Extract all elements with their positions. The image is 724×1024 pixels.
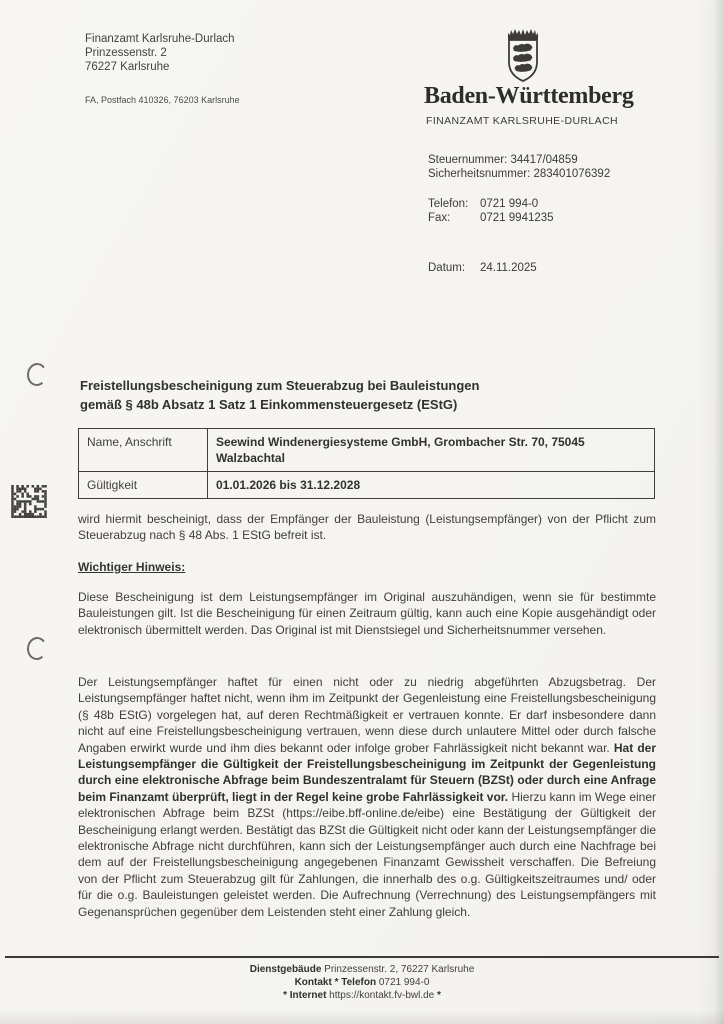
sender-line: 76227 Karlsruhe: [85, 61, 170, 73]
footer-divider: [5, 956, 719, 958]
footer-line-internet: * Internet https://kontakt.fv-bwl.de *: [283, 990, 441, 1001]
hole-punch-icon: [26, 636, 48, 661]
telefon-row: [428, 197, 610, 211]
table-cell-value: 01.01.2026 bis 31.12.2028: [208, 472, 655, 499]
return-address-line: FA, Postfach 410326, 76203 Karlsruhe: [85, 95, 240, 105]
document-meta-block: [428, 153, 610, 275]
fax-row: [428, 211, 610, 225]
notice-paragraph-2: Der Leistungsempfänger haftet für einen nicht oder zu niedrig abgeführten Abzugsbetrag. Der Leistungsempfänger haftet nicht, wenn ihm im Zeitpunkt der Gegenleistung eine Freistellungsbescheinigung (§ 48b EStG) vorgelegen hat, auf deren Rechtmäßigkeit er vertrauen konnte. Er darf insbesondere dann nicht auf eine Freistellungsbescheinigung vertrauen, wenn diese durch unlautere Mittel oder durch falsche Angaben erwirkt wurde und ihm dies bekannt oder infolge grober Fahrlässigkeit nicht bekannt war. Hat der Leistungsempfänger die Gültigkeit der Freistellungsbescheinigung im Zeitpunkt der Gegenleistung durch eine elektronische Abfrage beim Bundeszentralamt für Steuern (BZSt) oder durch eine Anfrage beim Finanzamt überprüft, liegt in der Regel keine grobe Fahrlässigkeit vor. Hierzu kann im Wege einer elektronischen Abfrage beim BZSt (https://eibe.bff-online.de/eibe) eine Bestätigung der Gültigkeit der Bescheinigung erlangt werden. Bestätigt das BZSt die Gültigkeit nicht oder kann der Leistungsempfänger die elektronische Abfrage nicht durchführen, kann sich der Leistungsempfänger auch durch eine Nachfrage bei dem auf der Freistellungsbescheinigung angegebenen Finanzamt Gewissheit verschaffen. Die Befreiung von der Pflicht zum Steuerabzug gilt für Zahlungen, die innerhalb des o.g. Gültigkeitszeitraumes und/ oder für die o.g. Bauleistungen geleistet werden. Die Aufrechnung (Verrechnung) des Leistungsempfängers mit Gegenansprüchen gegenüber dem Leistenden steht einer Zahlung gleich.: [78, 675, 657, 919]
sicherheitsnummer-label: Sicherheitsnummer:: [428, 168, 531, 180]
table-row: [79, 429, 655, 472]
footer-line-kontakt: Kontakt * Telefon 0721 994-0: [294, 977, 430, 988]
table-cell-label: Gültigkeit: [79, 472, 208, 499]
datamatrix-stamp-icon: [11, 485, 47, 518]
fax-value: 0721 9941235: [480, 212, 554, 224]
steuernummer-value: 34417/04859: [510, 154, 578, 166]
sender-line: Prinzessenstr. 2: [85, 47, 167, 59]
fax-label: Fax:: [428, 212, 451, 224]
table-row: [79, 472, 655, 499]
datum-row: [428, 261, 610, 275]
telefon-label: Telefon:: [428, 198, 469, 210]
sicherheitsnummer-row: [428, 167, 610, 181]
sender-address-block: [85, 32, 235, 74]
document-title-line2: gemäß § 48b Absatz 1 Satz 1 Einkommensteuergesetz (EStG): [80, 397, 458, 412]
document-title-line1: Freistellungsbescheinigung zum Steuerabzug bei Bauleistungen: [80, 378, 480, 393]
baden-wuerttemberg-coat-of-arms-icon: [496, 26, 550, 89]
document-title: [80, 376, 479, 414]
certify-paragraph: wird hiermit bescheinigt, dass der Empfänger der Bauleistung (Leistungsempfänger) von der Pflicht zum Steuerabzug nach § 48 Abs. 1 EStG befreit ist.: [78, 512, 656, 543]
datum-label: Datum:: [428, 262, 466, 274]
sender-line: Finanzamt Karlsruhe-Durlach: [85, 33, 235, 45]
certificate-table: [78, 428, 655, 499]
table-cell-label: Name, Anschrift: [79, 429, 208, 472]
footer-line-dienstgebaeude: Dienstgebäude Prinzessenstr. 2, 76227 Karlsruhe: [249, 964, 475, 975]
table-cell-value: Seewind Windenergiesysteme GmbH, Grombacher Str. 70, 75045 Walzbachtal: [208, 429, 655, 472]
sicherheitsnummer-value: 283401076392: [533, 168, 611, 180]
office-name: FINANZAMT KARLSRUHE-DURLACH: [426, 115, 619, 127]
steuernummer-label: Steuernummer:: [428, 154, 508, 166]
state-name: Baden-Württemberg: [424, 83, 634, 109]
datum-value: 24.11.2025: [480, 262, 537, 274]
footer-block: [0, 963, 724, 1002]
hole-punch-icon: [26, 362, 48, 387]
notice-paragraph-1: Diese Bescheinigung ist dem Leistungsempfänger im Original auszuhändigen, wenn sie für bestimmte Bauleistungen gilt. Ist die Bescheinigung für einen Zeitraum gültig, kann auch eine Kopie ausgehändigt oder elektronisch übermittelt werden. Das Original ist mit Dienstsiegel und Sicherheitsnummer versehen.: [78, 590, 656, 637]
notice-heading: Wichtiger Hinweis:: [78, 560, 186, 574]
telefon-value: 0721 994-0: [480, 198, 539, 210]
steuernummer-row: [428, 153, 610, 167]
